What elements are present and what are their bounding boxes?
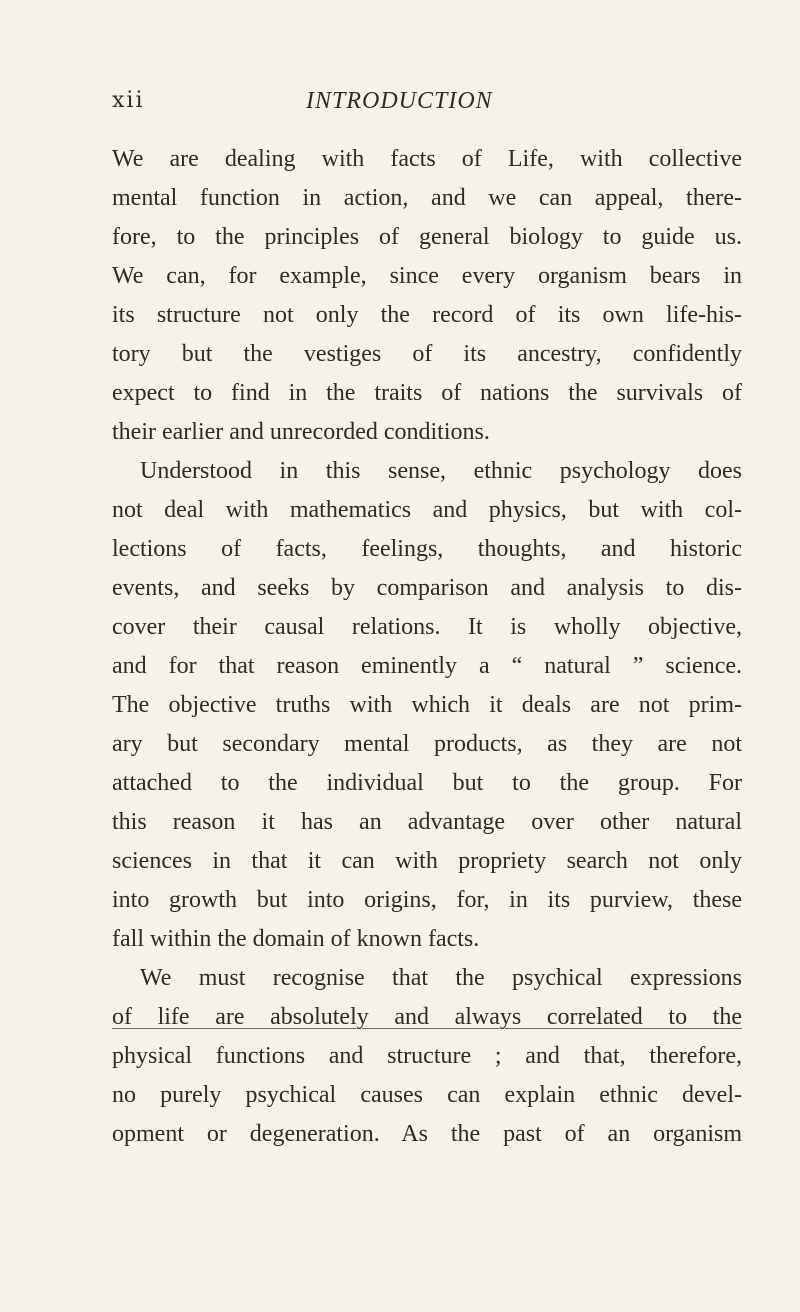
text-line: We must recognise that the psychical expressions [140, 965, 742, 991]
text-line: We can, for example, since every organism bears in [112, 263, 742, 289]
text-line: and for that reason eminently a “ natural ” science. [112, 653, 742, 679]
text-line: cover their causal relations. It is wholly objective, [112, 614, 742, 640]
text-line: We are dealing with facts of Life, with collective [112, 146, 742, 172]
text-line: physical functions and structure ; and that, therefore, [112, 1043, 742, 1069]
body-text [112, 140, 742, 1154]
text-line: The objective truths with which it deals are not prim- [112, 692, 742, 718]
text-line: their earlier and unrecorded conditions. [112, 419, 490, 445]
text-line: into growth but into origins, for, in its purview, these [112, 887, 742, 913]
text-line: this reason it has an advantage over other natural [112, 809, 742, 835]
text-line: not deal with mathematics and physics, but with col- [112, 497, 742, 523]
text-line: no purely psychical causes can explain ethnic devel- [112, 1082, 742, 1108]
text-line: opment or degeneration. As the past of an organism [112, 1121, 742, 1147]
text-line: fall within the domain of known facts. [112, 926, 480, 952]
text-line: events, and seeks by comparison and analysis to dis- [112, 575, 742, 601]
text-line: its structure not only the record of its own life-his- [112, 302, 742, 328]
text-line: tory but the vestiges of its ancestry, confidently [112, 341, 742, 367]
text-line: ary but secondary mental products, as they are not [112, 731, 742, 757]
text-line: sciences in that it can with propriety search not only [112, 848, 742, 874]
text-line: attached to the individual but to the group. For [112, 770, 742, 796]
text-line-underlined: of life are absolutely and always correlated to the [112, 1004, 742, 1030]
text-line: lections of facts, feelings, thoughts, and historic [112, 536, 742, 562]
text-line: fore, to the principles of general biology to guide us. [112, 224, 742, 250]
running-title: INTRODUCTION [306, 88, 493, 114]
running-head [0, 86, 800, 126]
text-line: mental function in action, and we can appeal, there- [112, 185, 742, 211]
text-line: Understood in this sense, ethnic psychology does [140, 458, 742, 484]
text-line: expect to find in the traits of nations the survivals of [112, 380, 742, 406]
page-number: xii [112, 88, 145, 113]
